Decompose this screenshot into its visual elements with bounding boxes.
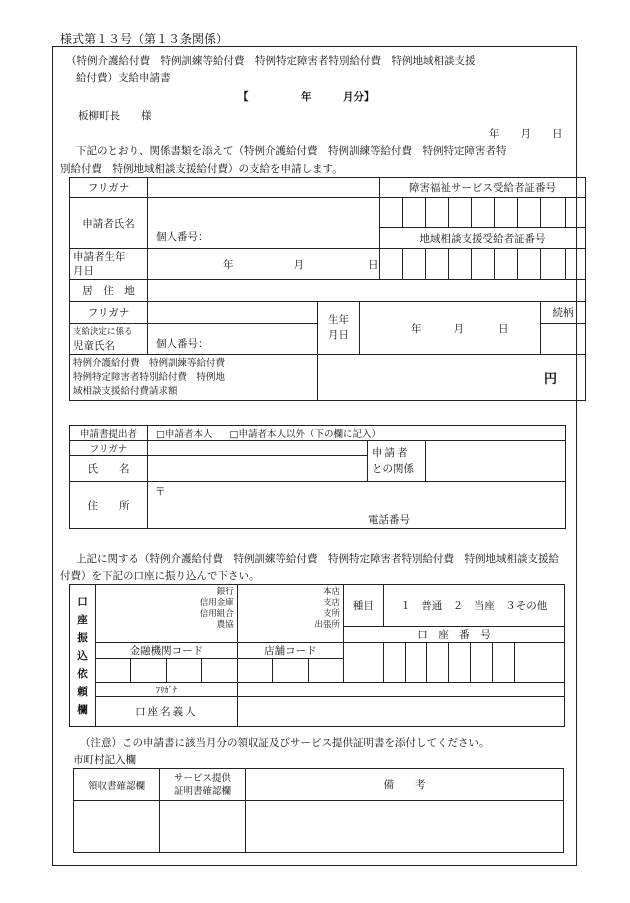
form-number: 様式第１３号（第１３条関係）	[60, 32, 229, 46]
cert-digit[interactable]	[472, 198, 495, 228]
child-birth-label	[318, 302, 360, 355]
year-label: 年	[223, 258, 234, 271]
child-day-label: 日	[498, 322, 509, 335]
cert-digit[interactable]	[403, 249, 426, 280]
bank-code-digit[interactable]	[96, 659, 131, 683]
bank-code-digit[interactable]	[166, 659, 201, 683]
transfer-line2: 付費）を下記の口座に振り込んで下さい。	[60, 570, 260, 582]
bank-type: 信用組合	[199, 609, 234, 619]
cert-digit[interactable]	[380, 198, 403, 228]
claim-label-line1: 特例介護給付費 特例訓練等給付費	[73, 357, 226, 369]
side-char: 込	[77, 649, 88, 662]
claim-amount-input[interactable]	[318, 355, 586, 401]
account-digit[interactable]	[405, 643, 427, 683]
bank-code-digit[interactable]	[202, 659, 237, 683]
account-holder-label: 口座名義人	[96, 697, 238, 727]
bank-type: 信用金庫	[199, 598, 234, 608]
account-holder-input[interactable]	[237, 697, 564, 727]
branch-code-digit[interactable]	[237, 659, 272, 683]
cert-digit[interactable]	[566, 198, 586, 228]
child-name-label	[70, 324, 148, 355]
account-digit[interactable]	[471, 643, 493, 683]
side-char: 頼	[77, 685, 88, 698]
side-char: 欄	[77, 703, 88, 716]
yen-label: 円	[544, 372, 558, 387]
branch-type: 支所	[323, 609, 341, 619]
relation-line2: との関係	[372, 463, 414, 475]
submitter-options	[148, 426, 566, 441]
child-name-label-line2: 児童氏名	[73, 340, 115, 352]
account-type-options[interactable]: １ 普通 ２ 当座 ３その他	[383, 585, 564, 627]
cert-digit[interactable]	[472, 249, 495, 280]
submitter-label: 申請書提出者	[70, 426, 148, 441]
claim-label	[70, 355, 318, 401]
bank-code-digit[interactable]	[131, 659, 166, 683]
service-cert-line1: サービス提供	[173, 772, 231, 784]
cert-digit[interactable]	[380, 249, 403, 280]
side-char: 振	[77, 631, 88, 644]
cert-digit[interactable]	[495, 198, 518, 228]
account-digit[interactable]	[427, 643, 449, 683]
cert-digit[interactable]	[449, 249, 472, 280]
form-title-line1: （特例介護給付費 特例訓練等給付費 特例特定障害者特別給付費 特例地域相談支援	[66, 55, 476, 67]
submitter-furigana-input[interactable]	[148, 441, 368, 456]
cert-digit[interactable]	[518, 249, 541, 280]
submitter-address-input[interactable]	[148, 482, 566, 529]
side-char: 依	[77, 667, 88, 680]
submitter-relation-input[interactable]	[426, 441, 566, 482]
body-line2: 別給付費 特例地域相談支援給付費）の支給を申請します。	[60, 163, 343, 175]
option-self-checkbox[interactable]: □申請者本人	[156, 429, 213, 440]
bank-type: 農協	[216, 620, 234, 630]
branch-code-digit[interactable]	[308, 659, 343, 683]
child-year-label: 年	[411, 322, 422, 335]
branch-type: 本店	[323, 587, 341, 597]
individual-no-label: 個人番号：	[156, 231, 209, 243]
cert-digit[interactable]	[566, 249, 586, 280]
child-individual-no-label: 個人番号：	[156, 338, 209, 350]
form-title-line2: 給付費）支給申請書	[76, 72, 171, 84]
body-line1: 下記のとおり、関係書類を添えて（特例介護給付費 特例訓練等給付費 特例特定障害者特	[76, 145, 507, 157]
submitter-name-label: 氏 名	[70, 456, 148, 482]
bank-type: 銀行	[216, 587, 234, 597]
service-cert-check-label	[160, 769, 246, 801]
month-label: 月	[293, 258, 304, 271]
branch-type: 支店	[323, 598, 341, 608]
holder-furigana-input[interactable]	[237, 683, 564, 697]
submitter-table	[69, 425, 566, 529]
side-char: 座	[77, 613, 88, 626]
branch-name-input[interactable]	[237, 585, 343, 643]
branch-type: 出張所	[314, 620, 341, 630]
receipt-check-input[interactable]	[74, 801, 160, 853]
transfer-line1: 上記に関する（特例介護給付費 特例訓練等給付費 特例特定障害者特別給付費 特例地域相談支援給	[76, 553, 559, 565]
birth-label-line1: 申請者生年	[73, 251, 126, 263]
account-digit[interactable]	[493, 643, 515, 683]
relation-input[interactable]	[541, 324, 586, 355]
relation-label: 続柄	[541, 302, 586, 324]
birth-label-line2: 月日	[73, 265, 94, 277]
addressee: 板柳町長 様	[78, 110, 152, 122]
phone-label: 電話番号	[368, 514, 410, 526]
option-other-checkbox[interactable]: □申請者本人以外（下の欄に記入）	[229, 429, 381, 440]
service-cert-label: 障害福祉サービス受給者証番号	[380, 178, 586, 198]
applicant-name-input[interactable]	[148, 198, 380, 249]
service-cert-line2: 証明書確認欄	[173, 785, 231, 797]
submitter-name-input[interactable]	[148, 456, 368, 482]
cert-digit[interactable]	[541, 198, 566, 228]
submitter-address-label: 住 所	[70, 482, 148, 529]
bank-table	[69, 584, 565, 727]
relation-line1: 申請者	[372, 447, 410, 459]
child-name-input[interactable]	[148, 324, 318, 355]
cert-digit[interactable]	[518, 198, 541, 228]
cert-digit[interactable]	[426, 249, 449, 280]
child-birth-label-line2: 月日	[328, 329, 349, 341]
applicant-table	[69, 177, 586, 401]
cert-digit[interactable]	[495, 249, 518, 280]
account-digit[interactable]	[383, 643, 405, 683]
claim-label-line2: 特例特定障害者特別給付費 特例地	[73, 371, 226, 383]
account-transfer-label	[70, 585, 96, 727]
claim-label-line3: 域相談支援給付費請求額	[73, 385, 178, 397]
branch-code-label: 店舗コード	[237, 643, 343, 659]
bank-name-input[interactable]	[96, 585, 238, 643]
submitter-relation-label	[368, 441, 426, 482]
side-char: 口	[77, 595, 88, 608]
municipal-heading: 市町村記入欄	[73, 754, 136, 766]
postal-mark: 〒	[155, 486, 166, 498]
municipal-table	[73, 768, 564, 853]
cert-digit[interactable]	[403, 198, 426, 228]
account-digit[interactable]	[514, 643, 564, 683]
account-type-label: 種目	[344, 585, 384, 627]
child-furigana-label: フリガナ	[70, 302, 148, 324]
child-month-label: 月	[453, 322, 464, 335]
branch-code-digit[interactable]	[273, 659, 308, 683]
account-digit[interactable]	[449, 643, 471, 683]
service-cert-check-input[interactable]	[160, 801, 246, 853]
remarks-label: 備 考	[246, 769, 564, 801]
applicant-name-label: 申請者氏名	[70, 198, 148, 249]
address-input[interactable]	[148, 280, 586, 302]
birth-label	[70, 249, 148, 280]
child-birth-label-line1: 生年	[328, 314, 349, 326]
cert-digit[interactable]	[541, 249, 566, 280]
holder-furigana-label: ﾌﾘｶﾞﾅ	[96, 683, 238, 697]
bank-code-label: 金融機関コード	[96, 643, 238, 659]
application-date: 年 月 日	[489, 128, 563, 140]
child-name-label-line1: 支給決定に係る	[73, 327, 133, 337]
account-digit[interactable]	[344, 643, 384, 683]
submitter-furigana-label: フリガナ	[70, 441, 148, 456]
furigana-input[interactable]	[148, 178, 380, 198]
birth-date-input[interactable]	[148, 249, 380, 280]
address-label: 居 住 地	[70, 280, 148, 302]
child-furigana-input[interactable]	[148, 302, 318, 324]
month-bracket: 【 年 月分】	[238, 91, 375, 103]
furigana-label: フリガナ	[70, 178, 148, 198]
remarks-input[interactable]	[246, 801, 564, 853]
child-birth-input[interactable]	[360, 302, 541, 355]
regional-cert-label: 地域相談支援受給者証番号	[380, 228, 586, 249]
day-label: 日	[368, 258, 379, 271]
cert-digit[interactable]	[426, 198, 449, 228]
attachment-note: （注意）この申請書に該当月分の領収証及びサービス提供証明書を添付してください。	[80, 737, 490, 749]
cert-digit[interactable]	[449, 198, 472, 228]
account-number-label: 口 座 番 号	[344, 627, 565, 643]
receipt-check-label: 領収書確認欄	[74, 769, 160, 801]
